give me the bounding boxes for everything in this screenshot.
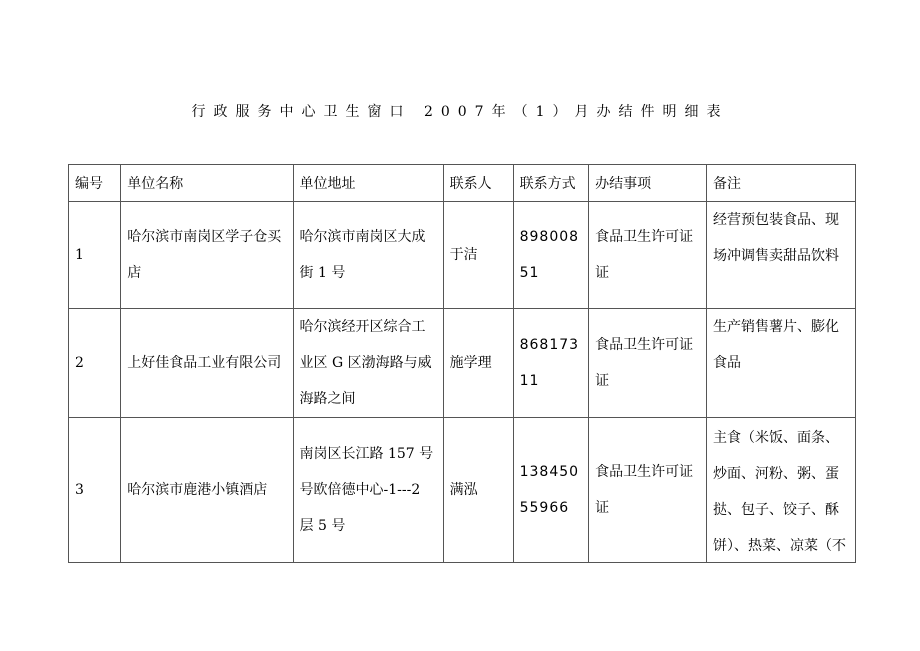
table-row	[69, 309, 856, 418]
cell-completed-item: 食品卫生许可证证	[589, 418, 707, 563]
cell-remarks	[706, 418, 855, 563]
header-contact-phone: 联系方式	[513, 165, 589, 202]
cell-contact-phone: 86817311	[513, 309, 589, 418]
header-no: 编号	[69, 165, 121, 202]
cell-contact-person: 于洁	[443, 202, 513, 309]
cell-unit-address: 南岗区长江路 157 号号欧倍德中心-1---2 层 5 号	[293, 418, 443, 563]
header-contact-person: 联系人	[443, 165, 513, 202]
remarks-text: 主食（米饭、面条、炒面、河粉、粥、蛋挞、包子、饺子、酥饼）、热菜、凉菜（不	[712, 430, 846, 554]
table-header-row	[69, 165, 856, 202]
cell-contact-phone: 89800851	[513, 202, 589, 309]
cell-contact-phone: 13845055966	[513, 418, 589, 563]
table-row	[69, 418, 856, 563]
cell-unit-address: 哈尔滨经开区综合工业区 G 区渤海路与威海路之间	[293, 309, 443, 418]
detail-table	[68, 164, 856, 563]
cell-unit-name: 哈尔滨市鹿港小镇酒店	[121, 418, 293, 563]
header-unit-name: 单位名称	[121, 165, 293, 202]
cell-unit-name: 哈尔滨市南岗区学子仓买店	[121, 202, 293, 309]
cell-contact-person: 施学理	[443, 309, 513, 418]
cell-remarks: 生产销售薯片、膨化食品	[706, 309, 855, 418]
header-unit-address: 单位地址	[293, 165, 443, 202]
cell-completed-item: 食品卫生许可证证	[589, 309, 707, 418]
cell-no: 3	[69, 418, 121, 563]
header-completed-item: 办结事项	[589, 165, 707, 202]
cell-unit-name: 上好佳食品工业有限公司	[121, 309, 293, 418]
cell-completed-item: 食品卫生许可证证	[589, 202, 707, 309]
cell-no: 2	[69, 309, 121, 418]
header-remarks: 备注	[706, 165, 855, 202]
cell-contact-person: 满泓	[443, 418, 513, 563]
document-title: 行政服务中心卫生窗口 2007年（1）月办结件明细表	[191, 104, 729, 120]
cell-remarks: 经营预包装食品、现场冲调售卖甜品饮料	[706, 202, 855, 309]
table-row	[69, 202, 856, 309]
cell-no: 1	[69, 202, 121, 309]
cell-unit-address: 哈尔滨市南岗区大成街 1 号	[293, 202, 443, 309]
